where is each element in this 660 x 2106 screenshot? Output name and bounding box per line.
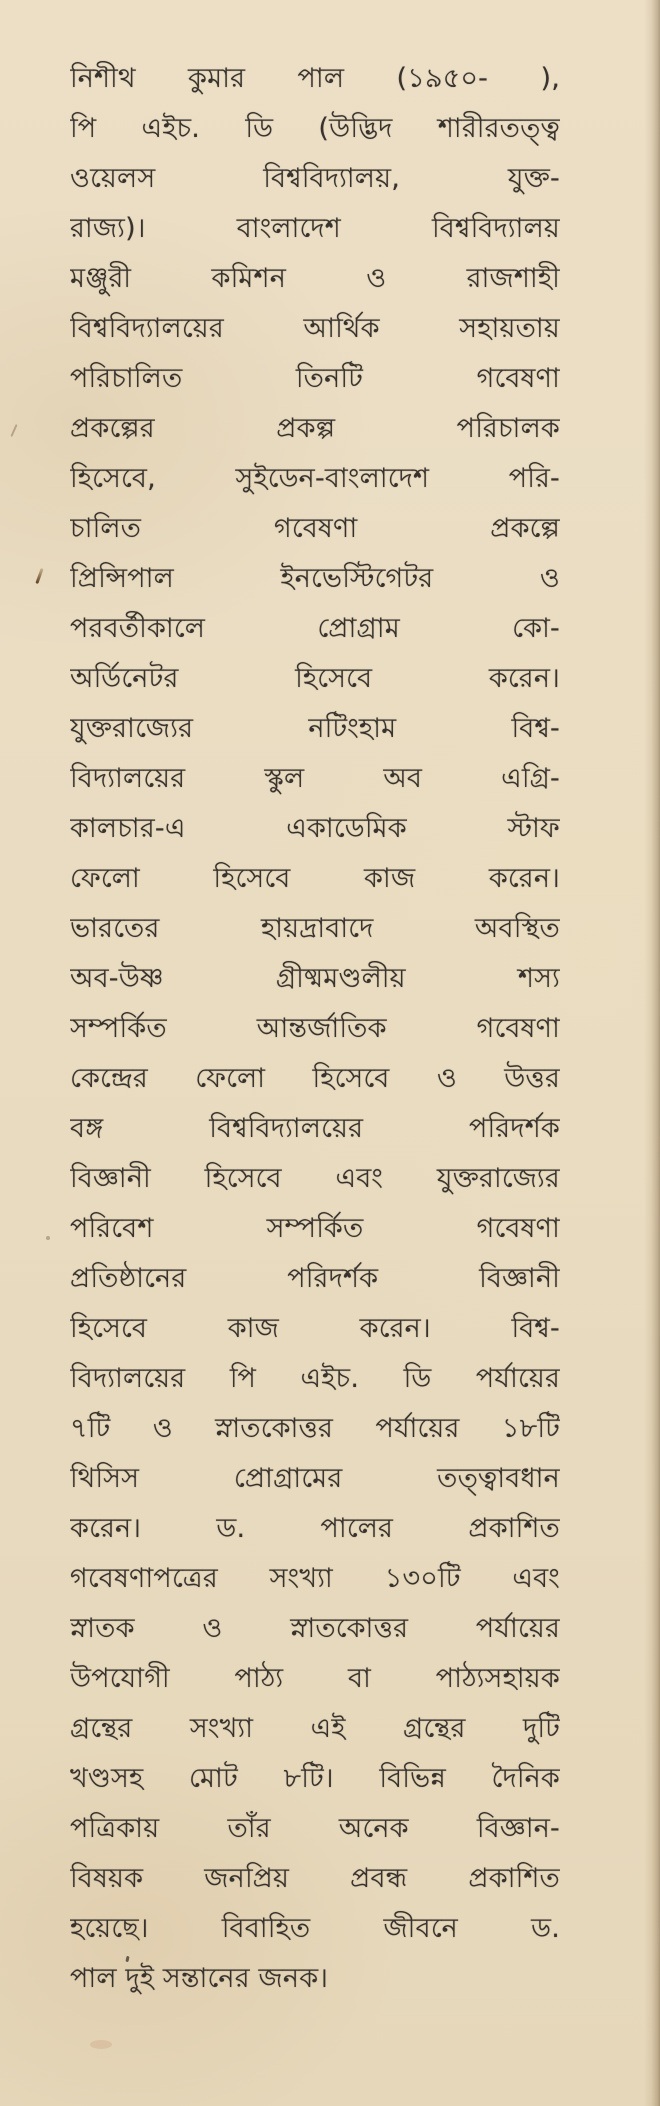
text-line: বিজ্ঞানী হিসেবে এবং যুক্তরাজ্যের [70,1163,560,1194]
text-line: ৭টি ও স্নাতকোত্তর পর্যায়ের ১৮টি [70,1413,560,1444]
text-line: প্রিন্সিপাল ইনভেস্টিগেটর ও [70,563,560,594]
text-column [70,54,560,2004]
text-line: ওয়েলস বিশ্ববিদ্যালয়, যুক্ত- [70,163,560,194]
text-line: গবেষণাপত্রের সংখ্যা ১৩০টি এবং [70,1563,560,1594]
text-line: কালচার-এ একাডেমিক স্টাফ [70,813,560,844]
text-line: ভারতের হায়দ্রাবাদে অবস্থিত [70,913,560,944]
text-line: বিষয়ক জনপ্রিয় প্রবন্ধ প্রকাশিত [70,1863,560,1894]
text-line: হয়েছে। বিবাহিত জীবনে ড. [70,1913,560,1944]
text-line: বঙ্গ বিশ্ববিদ্যালয়ের পরিদর্শক [70,1113,560,1144]
text-line: অব-উষ্ণ গ্রীষ্মমণ্ডলীয় শস্য [70,963,560,994]
text-line: প্রতিষ্ঠানের পরিদর্শক বিজ্ঞানী [70,1263,560,1294]
text-line: প্রকল্পের প্রকল্প পরিচালক [70,413,560,444]
text-line: গ্রন্থের সংখ্যা এই গ্রন্থের দুটি [70,1713,560,1744]
text-line: সম্পর্কিত আন্তর্জাতিক গবেষণা [70,1013,560,1044]
text-line: পরবর্তীকালে প্রোগ্রাম কো- [70,613,560,644]
ink-speck [46,1236,50,1240]
text-line: রাজ্য)। বাংলাদেশ বিশ্ববিদ্যালয় [70,213,560,244]
text-line: পাল দুই সন্তানের জনক। [70,1963,329,1994]
text-line: বিদ্যালয়ের স্কুল অব এগ্রি- [70,763,560,794]
text-line: বিশ্ববিদ্যালয়ের আর্থিক সহায়তায় [70,313,560,344]
text-line: ফেলো হিসেবে কাজ করেন। [70,863,560,894]
text-line: অর্ডিনেটর হিসেবে করেন। [70,663,560,694]
pen-mark [35,568,43,584]
text-line: পি এইচ. ডি (উদ্ভিদ শারীরতত্ত্ব [70,113,560,144]
text-line: পরিবেশ সম্পর্কিত গবেষণা [70,1213,560,1244]
text-line: বিদ্যালয়ের পি এইচ. ডি পর্যায়ের [70,1363,560,1394]
text-line: উপযোগী পাঠ্য বা পাঠ্যসহায়ক [70,1663,560,1694]
text-line: মঞ্জুরী কমিশন ও রাজশাহী [70,263,560,294]
text-line: হিসেবে, সুইডেন-বাংলাদেশ পরি- [70,463,560,494]
text-line: কেন্দ্রের ফেলো হিসেবে ও উত্তর [70,1063,560,1094]
text-line: নিশীথ কুমার পাল (১৯৫০- ), [70,63,560,94]
text-line: চালিত গবেষণা প্রকল্পে [70,513,560,544]
text-line: থিসিস প্রোগ্রামের তত্ত্বাবধান [70,1463,560,1494]
text-line: খণ্ডসহ মোট ৮টি। বিভিন্ন দৈনিক [70,1763,560,1794]
text-line: যুক্তরাজ্যের নটিংহাম বিশ্ব- [70,713,560,744]
ink-speck [90,2040,112,2049]
pen-mark-faint [10,424,17,437]
text-line: করেন। ড. পালের প্রকাশিত [70,1513,560,1544]
text-line: হিসেবে কাজ করেন। বিশ্ব- [70,1313,560,1344]
text-line: পরিচালিত তিনটি গবেষণা [70,363,560,394]
page-edge-shadow [644,0,660,2106]
text-line: স্নাতক ও স্নাতকোত্তর পর্যায়ের [70,1613,560,1644]
text-line: পত্রিকায় তাঁর অনেক বিজ্ঞান- [70,1813,560,1844]
